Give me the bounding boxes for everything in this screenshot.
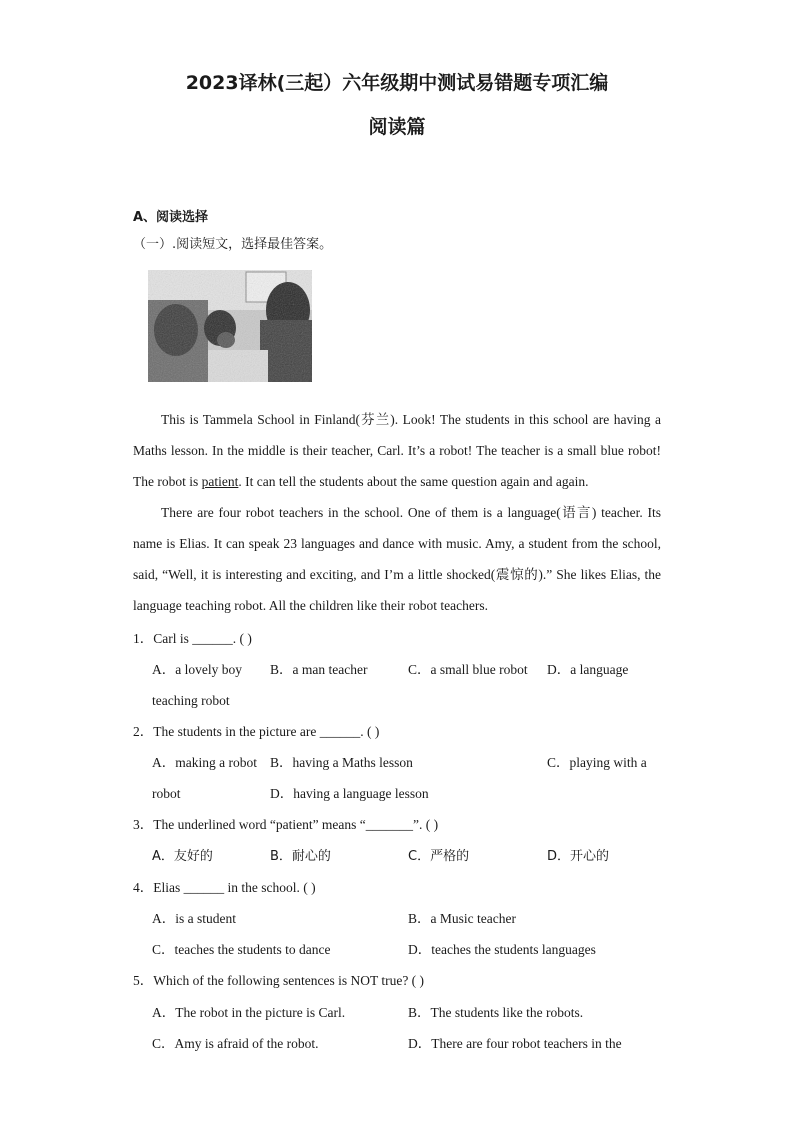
q2-option-b: B．having a Maths lesson xyxy=(270,755,413,770)
q1-option-d-cont: teaching robot xyxy=(152,693,230,708)
q2-option-a: A．making a robot xyxy=(152,755,257,770)
q3-option-a: A．友好的 xyxy=(152,849,213,864)
q5-option-d: D．There are four robot teachers in the xyxy=(408,1036,622,1051)
q2-option-d: D．having a language lesson xyxy=(270,786,429,801)
question-2: 2．The students in the picture are ______. ( ) xyxy=(133,724,380,739)
q1-option-b: B．a man teacher xyxy=(270,662,368,677)
document-subtitle: 阅读篇 xyxy=(368,116,426,138)
q3-option-c: C．严格的 xyxy=(408,849,470,864)
document-title: 2023译林(三起）六年级期中测试易错题专项汇编 xyxy=(185,72,609,94)
q5-option-c: C．Amy is afraid of the robot. xyxy=(152,1036,319,1051)
q5-option-a: A．The robot in the picture is Carl. xyxy=(152,1005,346,1020)
q5-option-b: B．The students like the robots. xyxy=(408,1005,584,1020)
q2-option-c: C．playing with a xyxy=(547,755,647,770)
q3-option-d: D．开心的 xyxy=(547,849,610,864)
reading-passage xyxy=(133,404,661,621)
q1-option-a: A．a lovely boy xyxy=(152,662,242,677)
underlined-word: patient xyxy=(201,474,239,489)
q4-option-a: A．is a student xyxy=(152,911,236,926)
question-5: 5．Which of the following sentences is NOT true? ( ) xyxy=(133,973,425,988)
question-4: 4．Elias ______ in the school. ( ) xyxy=(133,880,316,895)
question-3: 3．The underlined word “patient” means “_______”. ( ) xyxy=(133,817,439,832)
q3-option-b: B．耐心的 xyxy=(270,849,331,864)
q1-option-c: C．a small blue robot xyxy=(408,662,528,677)
passage-paragraph-1: This is Tammela School in Finland(芬兰). Look! The students in this school are having a Maths lesson. In the middle is their teacher, Carl. It’s a robot! The teacher is a small blue robot! The robot is patient. It can tell the students about the same question again and again. xyxy=(133,412,661,489)
q4-option-d: D．teaches the students languages xyxy=(408,942,596,957)
section-heading: A、阅读选择 xyxy=(133,210,209,225)
classroom-photo xyxy=(148,270,312,382)
q4-option-b: B．a Music teacher xyxy=(408,911,516,926)
q1-option-d: D．a language xyxy=(547,662,629,677)
section-instruction: （一）.阅读短文，选择最佳答案。 xyxy=(133,237,333,252)
passage-paragraph-2: There are four robot teachers in the school. One of them is a language(语言) teacher. Its name is Elias. It can speak 23 languages and dance with music. Amy, a student from the school, said, “Well, it is interesting and exciting, and I’m a little shocked(震惊的).” She likes Elias, the language teaching robot. All the children like their robot teachers. xyxy=(133,505,661,613)
question-1: 1．Carl is ______. ( ) xyxy=(133,631,252,646)
q2-option-c-cont: robot xyxy=(152,786,181,801)
q4-option-c: C．teaches the students to dance xyxy=(152,942,331,957)
